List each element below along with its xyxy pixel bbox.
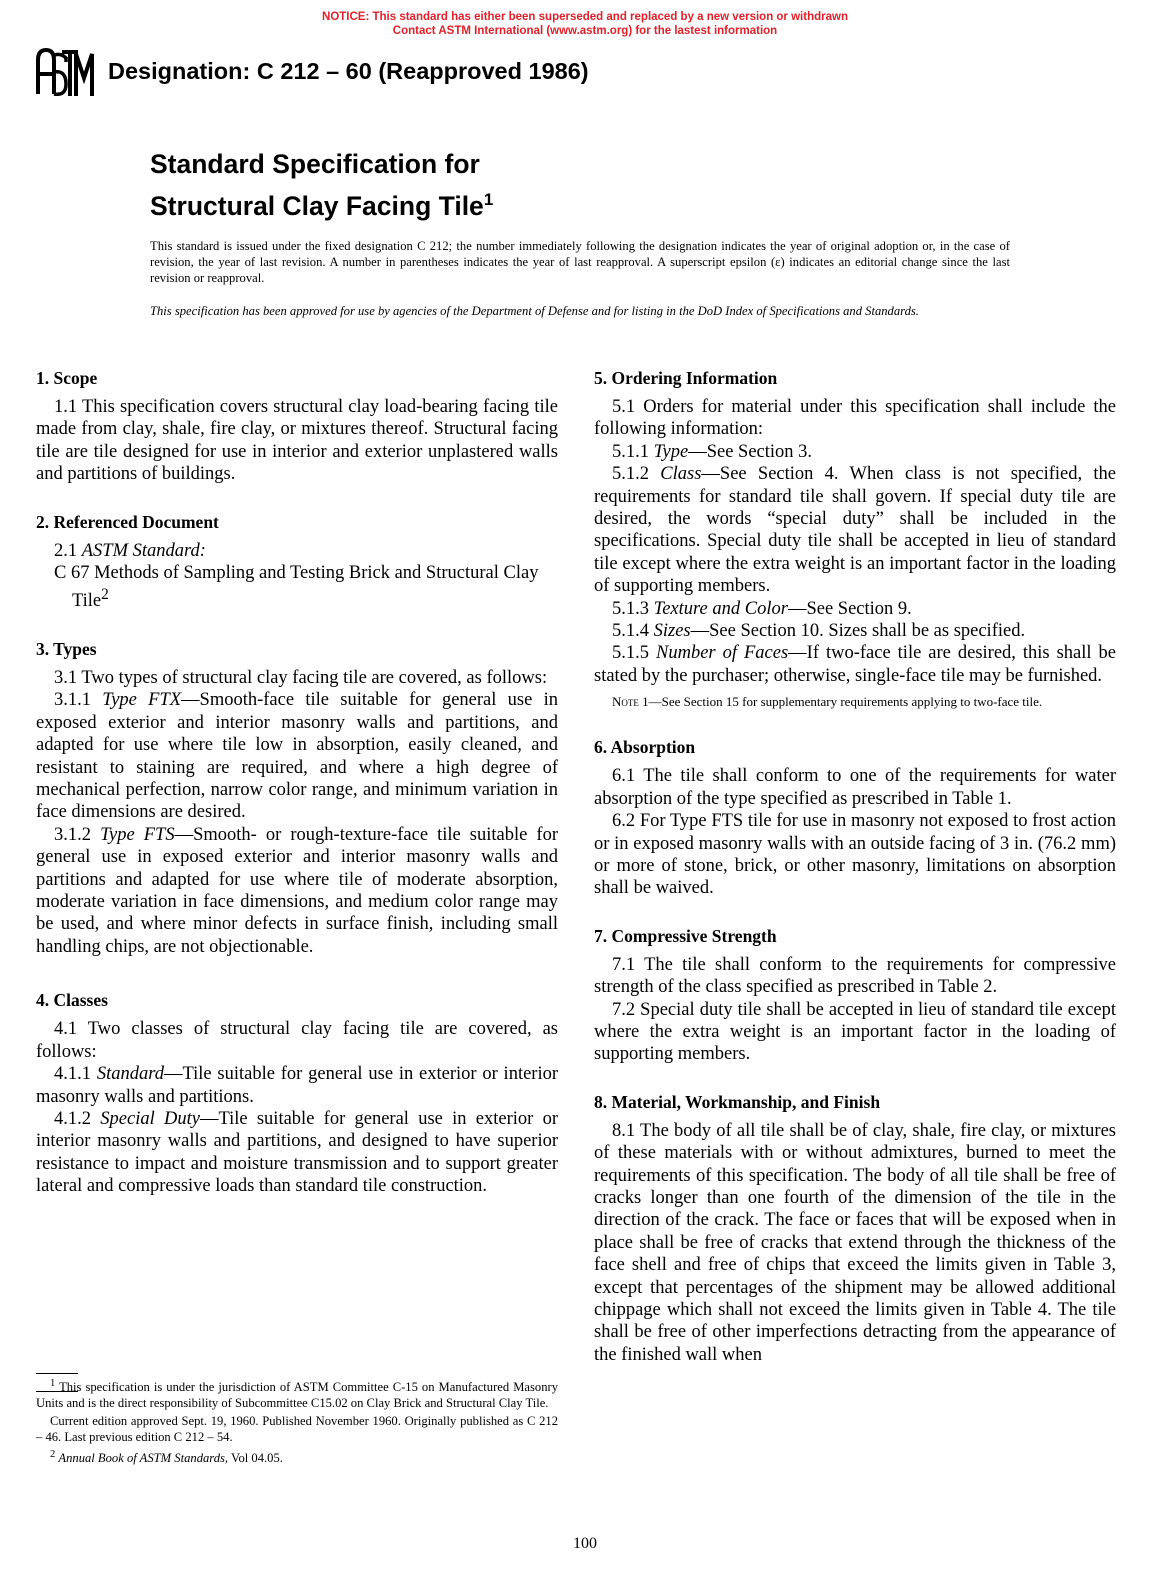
- right-column: [594, 366, 1116, 1390]
- section-absorption: [594, 735, 1116, 899]
- paragraph: 2.1 ASTM Standard:: [54, 540, 206, 561]
- designation: Designation: C 212 – 60 (Reapproved 1986): [108, 58, 589, 84]
- section-heading: 8. Material, Workmanship, and Finish: [594, 1091, 881, 1112]
- paragraph: 5.1.2 Class—See Section 4. When class is not specified, the requirements for standard tile shall govern. If special duty tile are desired, the words “special duty” shall be included in the specifications. Special duty tile shall be accepted in lieu of standard tile except where the extra weight is an important factor in the loading of supporting members.: [594, 464, 1116, 597]
- paragraph: 4.1 Two classes of structural clay facing tile are covered, as follows:: [36, 1019, 558, 1062]
- section-scope: [36, 366, 558, 486]
- paragraph: 3.1.2 Type FTS—Smooth- or rough-texture-face tile suitable for general use in exposed exterior and interior masonry walls and partitions and adapted for use where tile of moderate absorption, moderate variation in face dimensions, and medium color range may be used, and where minor defects in surface finish, including small handling chips, are not objectionable.: [36, 824, 558, 957]
- document-title: [150, 146, 493, 224]
- supersession-notice: [0, 10, 1170, 38]
- section-heading: 3. Types: [36, 639, 97, 659]
- section-compressive-strength: [594, 924, 1116, 1066]
- paragraph: 7.1 The tile shall conform to the requirements for compressive strength of the class specified as prescribed in Table 2.: [594, 954, 1116, 998]
- paragraph: 5.1.1 Type—See Section 3.: [612, 441, 813, 462]
- notice-line-2: Contact ASTM International (www.astm.org) for the lastest information: [392, 25, 778, 37]
- left-column: [36, 366, 558, 1222]
- paragraph: 5.1.4 Sizes—See Section 10. Sizes shall be as specified.: [612, 621, 1026, 642]
- section-material-workmanship-finish: [594, 1090, 1116, 1366]
- section-heading: 4. Classes: [36, 990, 108, 1011]
- paragraph: 4.1.1 Standard—Tile suitable for general use in exterior or interior masonry walls and partitions.: [36, 1064, 559, 1107]
- issuance-statement: This standard is issued under the fixed designation C 212; the number immediately following the designation indicates the year of original adoption or, in the case of revision, the year of last revision. A number in parentheses indicates the year of last reapproval. A superscript epsilon (ε) indicates an editorial change since the last revision or reapproval.: [150, 239, 1010, 285]
- title-footnote-ref: 1: [483, 190, 494, 209]
- page-number: 100: [573, 1535, 597, 1552]
- paragraph: 5.1.5 Number of Faces—If two-face tile are desired, this shall be stated by the purchaser; otherwise, single-face tile may be furnished.: [594, 643, 1116, 686]
- footnote-1: $^1$ This specification is under the jurisdiction of ASTM Committee C-15 on Manufactured Masonry Units and is the direct responsibility of Subcommittee C15.02 on Clay Brick and Structural Clay Tile.: [36, 1378, 558, 1411]
- paragraph: 1.1 This specification covers structural clay load-bearing facing tile made from clay, shale, fire clay, or mixtures thereof. Structural facing tile are tile designed for use in interior and exterior unplastered walls and partitions of buildings.: [36, 397, 558, 485]
- notice-line-1: NOTICE: This standard has either been superseded and replaced by a new version or withdrawn: [322, 11, 848, 23]
- paragraph: 5.1.3 Texture and Color—See Section 9.: [612, 598, 912, 619]
- section-classes: [36, 988, 558, 1197]
- astm-logo-icon: [32, 44, 96, 102]
- paragraph: 3.1.1 Type FTX—Smooth-face tile suitable for general use in exposed exterior and interior masonry walls and partitions, and adapted for use where tile low in absorption, easily cleaned, and resistant to staining are required, and where a high degree of mechanical perfection, narrow color range, and minimum variation in face dimensions are desired.: [36, 690, 558, 823]
- footnote-divider: [36, 1361, 154, 1362]
- paragraph: 8.1 The body of all tile shall be of clay, shale, fire clay, or mixtures of these materials with or without admixtures, burned to meet the requirements of this specification. The body of all tile shall be free of cracks longer than one fourth of the dimension of the tile in the direction of the crack. The face or faces that will be exposed when in place shall be free of cracks that extend through the thickness of the face shell and free of chips that exceed the limits given in Table 3, except that percentages of the shipment may be allowed additional chippage which shall not exceed the limits given in Table 4. The tile shall be free of other imperfections detracting from the appearance of the finished wall when: [594, 1120, 1116, 1365]
- footnote-2: $^2$ Annual Book of ASTM Standards, Vol 04.05.: [50, 1449, 283, 1466]
- section-heading: 7. Compressive Strength: [594, 925, 777, 946]
- paragraph: 6.1 The tile shall conform to one of the requirements for water absorption of the type specified as prescribed in Table 1.: [594, 766, 1116, 809]
- paragraph: 5.1 Orders for material under this specification shall include the following information:: [594, 397, 1116, 440]
- dod-approval-statement: This specification has been approved for use by agencies of the Department of Defense and for listing in the DoD Index of Specifications and Standards.: [150, 304, 919, 318]
- title-line-2: Structural Clay Facing Tile$^1$: [150, 190, 494, 221]
- footnotes: [36, 1376, 558, 1468]
- section-ordering-information: [594, 366, 1116, 711]
- section-heading: 5. Ordering Information: [594, 368, 778, 388]
- reference-entry: C 67 Methods of Sampling and Testing Brick and Structural Clay Tile$^2$: [54, 563, 539, 612]
- paragraph: 6.2 For Type FTS tile for use in masonry not exposed to frost action or in exposed masonry walls with an outside facing of 3 in. (76.2 mm) or more of stone, brick, or other masonry, limitations on absorption shall be waived.: [594, 811, 1116, 899]
- paragraph: 3.1 Two types of structural clay facing tile are covered, as follows:: [54, 668, 548, 688]
- section-heading: 2. Referenced Document: [36, 511, 219, 532]
- note-1: Note 1—See Section 15 for supplementary requirements applying to two-face tile.: [612, 694, 1043, 710]
- title-line-1: Standard Specification for: [150, 149, 480, 179]
- footnote-1-continued: Current edition approved Sept. 19, 1960. Published November 1960. Originally published as C 212 – 46. Last previous edition C 212 – 54.: [36, 1414, 558, 1445]
- section-heading: 6. Absorption: [594, 737, 696, 758]
- section-types: [36, 637, 558, 958]
- section-referenced-document: [36, 510, 558, 613]
- section-heading: 1. Scope: [36, 368, 98, 388]
- paragraph: 4.1.2 Special Duty—Tile suitable for general use in exterior or interior masonry walls and partitions, and designed to have superior resistance to impact and moisture transmission and to support greater lateral and compressive loads than standard tile construction.: [36, 1108, 558, 1197]
- paragraph: 7.2 Special duty tile shall be accepted in lieu of standard tile except where the extra weight is an important factor in the loading of supporting members.: [594, 999, 1116, 1065]
